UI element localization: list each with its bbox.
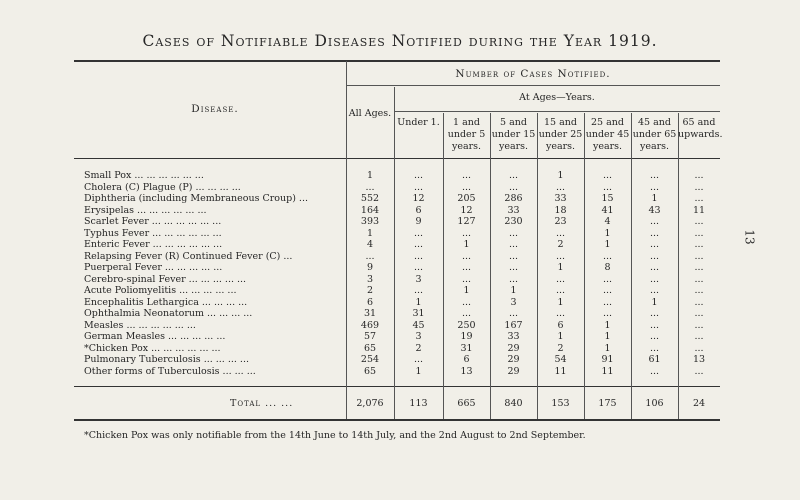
table-cell: ... <box>694 262 704 273</box>
age-column-header: 5 and under 15 years. <box>491 117 536 152</box>
total-cell: 106 <box>645 398 664 409</box>
table-cell: 3 <box>366 273 374 285</box>
table-cell: ... <box>602 285 613 296</box>
table-cell: ... <box>649 250 660 262</box>
table-cell: ... <box>602 170 613 181</box>
table-cell: ... <box>508 181 519 193</box>
table-cell: ... <box>461 250 472 262</box>
table-cell: ... <box>649 342 660 354</box>
table-cell: ... <box>602 308 613 319</box>
table-cell: ... <box>461 227 472 239</box>
at-ages-rule <box>394 111 720 112</box>
total-cell: 113 <box>409 398 428 409</box>
table-cell: ... <box>602 273 613 285</box>
disease-name: *Chicken Pox ... ... ... ... ... ... <box>84 342 221 354</box>
table-cell: 1 <box>415 296 422 308</box>
disease-name: Erysipelas ... ... ... ... ... ... <box>84 204 207 216</box>
table-cell: ... <box>649 319 660 331</box>
table-cell: ... <box>694 308 704 319</box>
table-cell: ... <box>461 273 472 285</box>
disease-name: Puerperal Fever ... ... ... ... ... <box>84 262 223 273</box>
table-cell: 33 <box>554 193 567 204</box>
table-cell: ... <box>461 308 472 319</box>
table-cell: ... <box>413 285 424 296</box>
total-cell: 2,076 <box>356 398 384 409</box>
table-cell: 29 <box>507 342 520 354</box>
table-cell: 6 <box>557 319 564 331</box>
table-cell: 6 <box>366 296 374 308</box>
disease-name: Enteric Fever ... ... ... ... ... ... <box>84 239 223 250</box>
table-cell: ... <box>365 250 375 262</box>
table-cell: ... <box>694 285 704 296</box>
table-cell: 31 <box>363 308 377 319</box>
table-cell: ... <box>413 354 424 365</box>
table-cell: 127 <box>457 216 476 227</box>
table-cell: 9 <box>415 216 422 227</box>
table-cell: 29 <box>507 354 520 365</box>
table-cell: 45 <box>412 319 425 331</box>
table-cell: 12 <box>412 193 425 204</box>
table-cell: ... <box>555 250 566 262</box>
age-column-header: Under 1. <box>397 117 440 128</box>
total-cell: 153 <box>551 398 570 409</box>
table-cell: 23 <box>554 216 567 227</box>
at-ages-header: At Ages—Years. <box>519 92 595 103</box>
table-cell: 1 <box>604 227 611 239</box>
table-cell: 205 <box>457 193 476 204</box>
table-cell: 164 <box>360 204 380 216</box>
table-cell: ... <box>555 227 566 239</box>
table-cell: 65 <box>363 342 377 354</box>
table-cell: 1 <box>557 262 564 273</box>
table-cell: ... <box>602 250 613 262</box>
table-cell: ... <box>649 181 660 193</box>
table-cell: ... <box>694 365 704 377</box>
table-cell: ... <box>413 170 424 181</box>
table-cell: 8 <box>604 262 611 273</box>
table-cell: ... <box>555 285 566 296</box>
table-cell: 57 <box>363 331 377 342</box>
table-cell: ... <box>694 296 704 308</box>
age-column-header: 25 and under 45 years. <box>585 117 630 152</box>
table-cell: 15 <box>601 193 614 204</box>
table-cell: ... <box>649 262 660 273</box>
table-cell: 3 <box>510 296 517 308</box>
table-cell: ... <box>461 262 472 273</box>
table-cell: ... <box>413 227 424 239</box>
table-cell: ... <box>413 262 424 273</box>
table-cell: ... <box>649 239 660 250</box>
table-cell: 2 <box>557 239 564 250</box>
disease-name: Typhus Fever ... ... ... ... ... ... <box>84 227 222 239</box>
table-cell: 1 <box>604 342 611 354</box>
disease-name: Relapsing Fever (R) Continued Fever (C) ... <box>84 250 293 262</box>
table-cell: ... <box>413 250 424 262</box>
table-cell: ... <box>694 331 704 342</box>
table-cell: 11 <box>692 204 706 216</box>
table-cell: 393 <box>360 216 380 227</box>
table-cell: 33 <box>507 331 520 342</box>
table-cell: ... <box>461 296 472 308</box>
table-cell: 1 <box>366 227 374 239</box>
table-cell: 2 <box>557 342 564 354</box>
table-cell: ... <box>694 193 704 204</box>
table-cell: ... <box>694 273 704 285</box>
table-cell: ... <box>649 216 660 227</box>
disease-name: Encephalitis Lethargica ... ... ... ... <box>84 296 248 308</box>
table-cell: ... <box>649 170 660 181</box>
table-cell: ... <box>413 181 424 193</box>
table-cell: ... <box>694 181 704 193</box>
disease-name: Diphtheria (including Membraneous Croup) ... <box>84 193 308 204</box>
table-cell: 1 <box>463 285 470 296</box>
total-top-rule <box>74 386 720 387</box>
table-cell: 4 <box>604 216 611 227</box>
table-cell: 31 <box>460 342 473 354</box>
table-cell: ... <box>694 216 704 227</box>
table-cell: 1 <box>651 296 658 308</box>
table-cell: 9 <box>366 262 374 273</box>
table-cell: 1 <box>604 239 611 250</box>
table-cell: 1 <box>651 193 658 204</box>
table-cell: ... <box>508 273 519 285</box>
table-cell: ... <box>365 181 375 193</box>
table-cell: 18 <box>554 204 567 216</box>
table-cell: ... <box>508 227 519 239</box>
table-cell: 1 <box>604 319 611 331</box>
table-cell: 11 <box>554 365 567 377</box>
table-cell: 13 <box>692 354 706 365</box>
table-cell: ... <box>694 170 704 181</box>
table-cell: ... <box>649 331 660 342</box>
table-cell: 167 <box>504 319 523 331</box>
all-ages-header: All Ages. <box>348 108 392 119</box>
table-cell: ... <box>508 170 519 181</box>
table-cell: 1 <box>557 331 564 342</box>
table-cell: ... <box>602 181 613 193</box>
disease-name: Other forms of Tuberculosis ... ... ... <box>84 365 256 377</box>
top-rule <box>74 60 720 62</box>
table-cell: ... <box>508 239 519 250</box>
age-column-header: 15 and under 25 years. <box>538 117 583 152</box>
disease-name: Ophthalmia Neonatorum ... ... ... ... <box>84 308 253 319</box>
table-cell: 230 <box>504 216 523 227</box>
table-cell: ... <box>694 250 704 262</box>
page-number: 13 <box>742 229 757 245</box>
disease-name: Cholera (C) Plague (P) ... ... ... ... <box>84 181 241 193</box>
table-cell: 2 <box>415 342 422 354</box>
disease-name: Measles ... ... ... ... ... ... <box>84 319 196 331</box>
table-cell: ... <box>694 239 704 250</box>
total-cell: 175 <box>598 398 617 409</box>
total-label: Total ... ... <box>230 398 294 409</box>
table-cell: 11 <box>601 365 614 377</box>
table-cell: ... <box>461 170 472 181</box>
table-cell: 6 <box>415 204 422 216</box>
table-cell: 1 <box>463 239 470 250</box>
table-cell: 3 <box>415 273 422 285</box>
table-cell: ... <box>508 262 519 273</box>
table-title: Cases of Notifiable Diseases Notified during the Year 1919. <box>142 32 658 50</box>
table-cell: 19 <box>460 331 473 342</box>
table-cell: 41 <box>601 204 614 216</box>
table-cell: ... <box>508 250 519 262</box>
table-cell: 254 <box>360 354 380 365</box>
group-header-rule <box>346 85 720 86</box>
table-cell: 31 <box>412 308 425 319</box>
table-cell: ... <box>649 365 660 377</box>
age-column-header: 65 and upwards. <box>678 117 723 140</box>
table-cell: ... <box>694 227 704 239</box>
disease-name: Pulmonary Tuberculosis ... ... ... ... <box>84 354 249 365</box>
age-column-header: 1 and under 5 years. <box>447 117 486 152</box>
table-cell: 91 <box>601 354 614 365</box>
table-cell: ... <box>649 285 660 296</box>
table-cell: 3 <box>415 331 422 342</box>
table-cell: 552 <box>360 193 380 204</box>
table-cell: 1 <box>557 170 564 181</box>
table-cell: 1 <box>604 331 611 342</box>
header-bottom-rule <box>74 158 720 159</box>
table-cell: 1 <box>557 296 564 308</box>
table-cell: 54 <box>554 354 567 365</box>
bottom-rule <box>74 419 720 421</box>
disease-name: Acute Poliomyelitis ... ... ... ... ... <box>84 285 237 296</box>
table-cell: 1 <box>510 285 517 296</box>
table-cell: 1 <box>415 365 422 377</box>
total-cell: 24 <box>692 398 706 409</box>
table-cell: 250 <box>457 319 476 331</box>
disease-name: Scarlet Fever ... ... ... ... ... ... <box>84 216 222 227</box>
table-cell: ... <box>694 319 704 331</box>
disease-name: Small Pox ... ... ... ... ... ... <box>84 170 204 181</box>
table-cell: ... <box>508 308 519 319</box>
table-cell: 65 <box>363 365 377 377</box>
age-column-header: 45 and under 65 years. <box>632 117 677 152</box>
disease-name: German Measles ... ... ... ... ... <box>84 331 226 342</box>
table-cell: ... <box>649 308 660 319</box>
table-cell: ... <box>602 296 613 308</box>
table-cell: ... <box>413 239 424 250</box>
table-cell: ... <box>694 342 704 354</box>
table-cell: 43 <box>648 204 661 216</box>
table-cell: ... <box>555 308 566 319</box>
table-cell: 29 <box>507 365 520 377</box>
table-cell: ... <box>461 181 472 193</box>
table-cell: 6 <box>463 354 470 365</box>
total-cell: 665 <box>457 398 476 409</box>
disease-header: Disease. <box>191 103 239 115</box>
table-cell: 33 <box>507 204 520 216</box>
cases-group-header: Number of Cases Notified. <box>455 68 611 80</box>
table-cell: ... <box>649 227 660 239</box>
table-cell: ... <box>555 181 566 193</box>
table-cell: 2 <box>366 285 374 296</box>
table-cell: 286 <box>504 193 523 204</box>
table-cell: ... <box>649 273 660 285</box>
table-cell: 1 <box>366 170 374 181</box>
table-cell: ... <box>555 273 566 285</box>
total-cell: 840 <box>504 398 523 409</box>
disease-name: Cerebro-spinal Fever ... ... ... ... ... <box>84 273 247 285</box>
table-cell: 13 <box>460 365 473 377</box>
footnote: *Chicken Pox was only notifiable from the 14th June to 14th July, and the 2nd August to 2nd September. <box>84 430 586 441</box>
table-cell: 61 <box>648 354 661 365</box>
table-cell: 12 <box>460 204 473 216</box>
table-cell: 469 <box>360 319 380 331</box>
table-cell: 4 <box>366 239 374 250</box>
